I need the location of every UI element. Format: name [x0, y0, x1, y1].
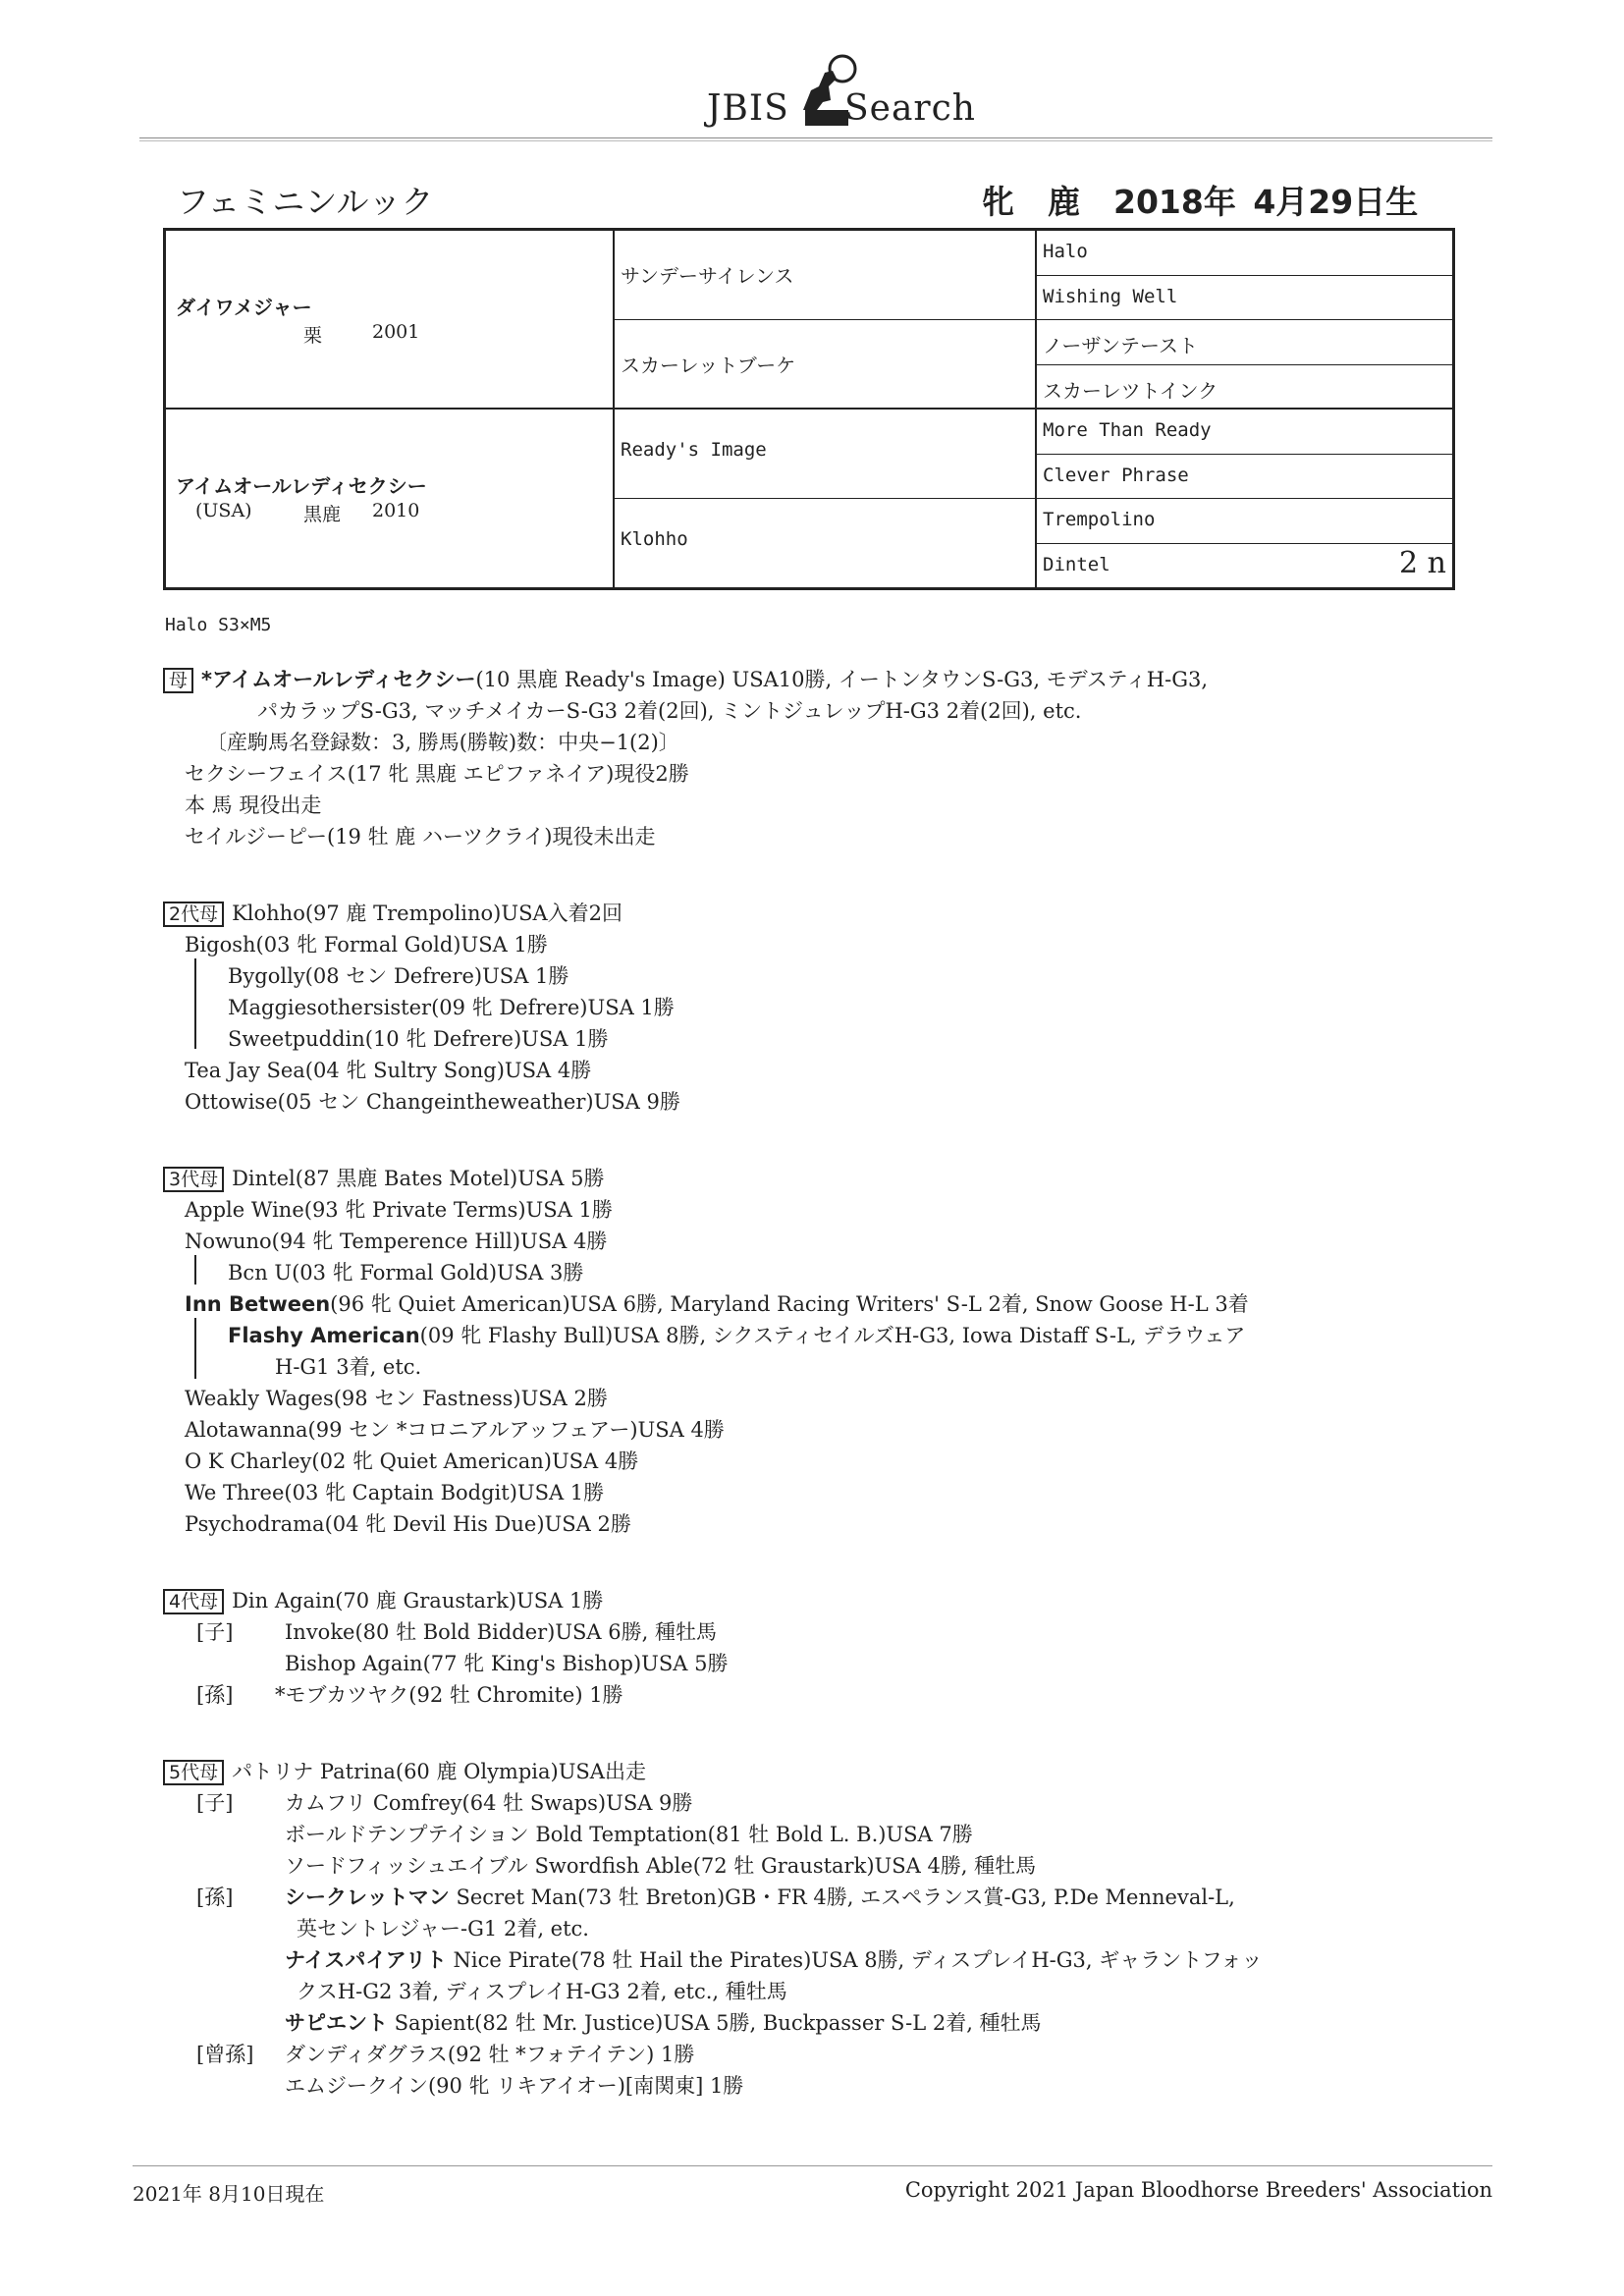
gen3-name: Wishing Well [1043, 285, 1178, 307]
notable-horse-name: ナイスパイアリト [285, 1948, 447, 1972]
notable-horse-name: Inn Between [185, 1292, 331, 1316]
progeny-line: We Three(03 牝 Captain Bodgit)USA 1勝 [185, 1481, 605, 1504]
progeny-line: Bcn U(03 牝 Formal Gold)USA 3勝 [228, 1261, 584, 1285]
gen2-name: スカーレットブーケ [621, 354, 796, 377]
dam-color: 黒鹿 [303, 504, 342, 525]
notable-horse-record: Sapient(82 牡 Mr. Justice)USA 5勝, Buckpasser S-L 2着, 種牡馬 [388, 2011, 1042, 2035]
notable-horse-record: (96 牝 Quiet American)USA 6勝, Maryland Racing Writers' S-L 2着, Snow Goose H-L 3着 [330, 1292, 1249, 1316]
gdam2-record: Klohho(97 鹿 Trempolino)USA入着2回 [232, 902, 623, 925]
pedigree-gen2-cell [613, 231, 1035, 320]
progeny-line: *モブカツヤク(92 牡 Chromite) 1勝 [275, 1683, 623, 1707]
footer-date: 2021年 8月10日現在 [133, 2182, 325, 2206]
relation-label: [子] [196, 1791, 234, 1815]
progeny-line-cont: H-G1 3着, etc. [275, 1355, 422, 1379]
notable-horse-name: Flashy American [228, 1324, 420, 1347]
dam-year: 2010 [372, 500, 420, 521]
gdam5-record: パトリナ Patrina(60 鹿 Olympia)USA出走 [232, 1760, 646, 1783]
pedigree-gen2-cell [613, 499, 1035, 588]
progeny-line: Sweetpuddin(10 牝 Defrere)USA 1勝 [228, 1027, 609, 1051]
gen3-name: Trempolino [1043, 509, 1156, 530]
relation-label: [曾孫] [196, 2043, 254, 2066]
progeny-line: 本 馬 現役出走 [185, 793, 322, 817]
section-gdam2-line [163, 898, 623, 927]
pedigree-gen2-cell [613, 410, 1035, 499]
dam-name-bold: *アイムオールレディセクシー [201, 668, 476, 691]
progeny-line-cont: 英セントレジャー-G1 2着, etc. [297, 1917, 589, 1941]
horse-sex: 牝 [982, 183, 1014, 221]
progeny-line: Bigosh(03 牝 Formal Gold)USA 1勝 [185, 933, 548, 957]
pedigree-gen3-cell [1035, 455, 1452, 500]
horse-name: フェミニンルック [177, 183, 434, 221]
progeny-line: Alotawanna(99 セン *コロニアルアッフェアー)USA 4勝 [185, 1418, 725, 1442]
progeny-line-cont: クスH-G2 3着, ディスプレイH-G3 2着, etc., 種牡馬 [297, 1980, 787, 2003]
gen3-name: Halo [1043, 241, 1088, 262]
gen2-name: サンデーサイレンス [621, 264, 794, 288]
gen3-name: ノーザンテースト [1043, 334, 1198, 357]
relation-label: [子] [196, 1620, 234, 1644]
pedigree-great-grandparents [1035, 231, 1452, 587]
progeny-line: Nowuno(94 牝 Temperence Hill)USA 4勝 [185, 1230, 608, 1253]
horse-birth: 2018年 4月29日生 [1113, 183, 1419, 221]
progeny-line: エムジークイン(90 牝 リキアイオー)[南関東] 1勝 [285, 2074, 744, 2098]
indent-bar [194, 958, 196, 1049]
progeny-line: カムフリ Comfrey(64 牡 Swaps)USA 9勝 [285, 1791, 693, 1815]
pedigree-gen3-cell [1035, 320, 1452, 365]
footer-copyright: Copyright 2021 Japan Bloodhorse Breeders' Association [904, 2178, 1492, 2202]
progeny-line: Tea Jay Sea(04 牝 Sultry Song)USA 4勝 [185, 1059, 592, 1082]
gen2-name: Klohho [621, 528, 688, 550]
section-gdam4-line [163, 1585, 603, 1614]
progeny-line: Psychodrama(04 牝 Devil His Due)USA 2勝 [185, 1512, 631, 1536]
pedigree-table [163, 228, 1455, 590]
section-tag-gdam3: 3代母 [163, 1167, 224, 1192]
progeny-line-bold [285, 1882, 1235, 1911]
pedigree-gen3-cell [1035, 231, 1452, 276]
dam-progeny-summary: 〔産駒馬名登録数：3, 勝馬(勝鞍)数：中央−1(2)〕 [206, 731, 679, 754]
progeny-line: ダンディダグラス(92 牡 *フォテイテン) 1勝 [285, 2043, 695, 2066]
horse-info [982, 177, 1451, 223]
progeny-line-bold [285, 1944, 1263, 1974]
notable-horse-record: Nice Pirate(78 牡 Hail the Pirates)USA 8勝, ディスプレイH-G3, ギャラントフォッ [446, 1948, 1263, 1972]
relation-label: [孫] [196, 1886, 234, 1909]
notable-horse-name: サピエント [285, 2011, 388, 2035]
jbis-search-logo [707, 47, 976, 136]
sire-year: 2001 [372, 321, 420, 343]
gen3-name: Clever Phrase [1043, 464, 1189, 486]
progeny-line-bold [285, 2007, 1042, 2037]
pedigree-gen2-cell [613, 320, 1035, 410]
pedigree-gen3-cell [1035, 410, 1452, 455]
gen3-name: More Than Ready [1043, 419, 1212, 441]
pedigree-parents [166, 231, 615, 587]
progeny-line: ソードフィッシュエイブル Swordfish Able(72 牡 Graustark)USA 4勝, 種牡馬 [285, 1854, 1037, 1878]
inbreeding-note: Halo S3×M5 [165, 615, 272, 635]
logo-text-search: Search [844, 88, 976, 129]
progeny-line: Apple Wine(93 牝 Private Terms)USA 1勝 [185, 1198, 613, 1222]
notable-horse-name: シークレットマン [285, 1886, 450, 1909]
section-tag-dam: 母 [163, 668, 193, 693]
pedigree-gen3-cell [1035, 365, 1452, 410]
progeny-line-bold [228, 1320, 1245, 1349]
section-gdam3-line [163, 1163, 605, 1192]
pedigree-gen3-cell [1035, 499, 1452, 544]
gen2-name: Ready's Image [621, 439, 767, 461]
family-number: 2 n [1399, 545, 1446, 580]
section-tag-gdam2: 2代母 [163, 902, 224, 927]
indent-bar [194, 1255, 196, 1285]
dam-record: (10 黒鹿 Ready's Image) USA10勝, イートンタウンS-G3, モデスティH-G3, [475, 668, 1209, 691]
progeny-line: Weakly Wages(98 セン Fastness)USA 2勝 [185, 1387, 608, 1410]
progeny-line: セイルジーピー(19 牡 鹿 ハーツクライ)現役未出走 [185, 825, 656, 848]
pedigree-grandparents [613, 231, 1037, 587]
pedigree-gen3-cell [1035, 544, 1452, 589]
dam-name: アイムオールレディセクシー [176, 474, 427, 498]
gdam3-record: Dintel(87 黒鹿 Bates Motel)USA 5勝 [232, 1167, 605, 1190]
section-dam-line [163, 664, 1208, 693]
progeny-line: Invoke(80 牡 Bold Bidder)USA 6勝, 種牡馬 [285, 1620, 717, 1644]
pedigree-gen3-cell [1035, 276, 1452, 321]
section-gdam5-line [163, 1756, 646, 1785]
gen3-name: スカーレツトインク [1043, 378, 1218, 403]
progeny-line: Bishop Again(77 牝 King's Bishop)USA 5勝 [285, 1652, 729, 1675]
sire-color: 栗 [303, 325, 323, 347]
notable-horse-record: (09 牝 Flashy Bull)USA 8勝, シクスティセイルズH-G3, Iowa Distaff S-L, デラウェア [419, 1324, 1246, 1347]
sire-name: ダイワメジャー [176, 296, 312, 319]
section-tag-gdam5: 5代母 [163, 1760, 224, 1785]
header-divider [139, 137, 1492, 141]
indent-bar [194, 1318, 196, 1379]
progeny-line: ボールドテンプテイション Bold Temptation(81 牡 Bold L. B.)USA 7勝 [285, 1823, 973, 1846]
gen3-name: Dintel [1043, 553, 1110, 575]
progeny-line: O K Charley(02 牝 Quiet American)USA 4勝 [185, 1449, 639, 1473]
progeny-line: Bygolly(08 セン Defrere)USA 1勝 [228, 964, 569, 988]
progeny-line-bold [185, 1288, 1249, 1318]
logo-text-jbis: JBIS [707, 88, 789, 129]
section-tag-gdam4: 4代母 [163, 1589, 224, 1614]
horse-color: 鹿 [1048, 183, 1080, 221]
gdam4-record: Din Again(70 鹿 Graustark)USA 1勝 [232, 1589, 604, 1613]
dam-origin: (USA) [195, 500, 252, 521]
dam-record-cont: パカラップS-G3, マッチメイカーS-G3 2着(2回), ミントジュレップH-G3 2着(2回), etc. [257, 699, 1082, 723]
pedigree-dam-cell [166, 410, 613, 588]
relation-label: [孫] [196, 1683, 234, 1707]
progeny-line: セクシーフェイス(17 牝 黒鹿 エピファネイア)現役2勝 [185, 762, 689, 786]
pedigree-sire-cell [166, 231, 613, 410]
notable-horse-record: Secret Man(73 牡 Breton)GB・FR 4勝, エスペランス賞-G3, P.De Menneval-L, [449, 1886, 1235, 1909]
footer-divider [133, 2165, 1492, 2166]
progeny-line: Ottowise(05 セン Changeintheweather)USA 9勝 [185, 1090, 680, 1114]
progeny-line: Maggiesothersister(09 牝 Defrere)USA 1勝 [228, 996, 675, 1019]
